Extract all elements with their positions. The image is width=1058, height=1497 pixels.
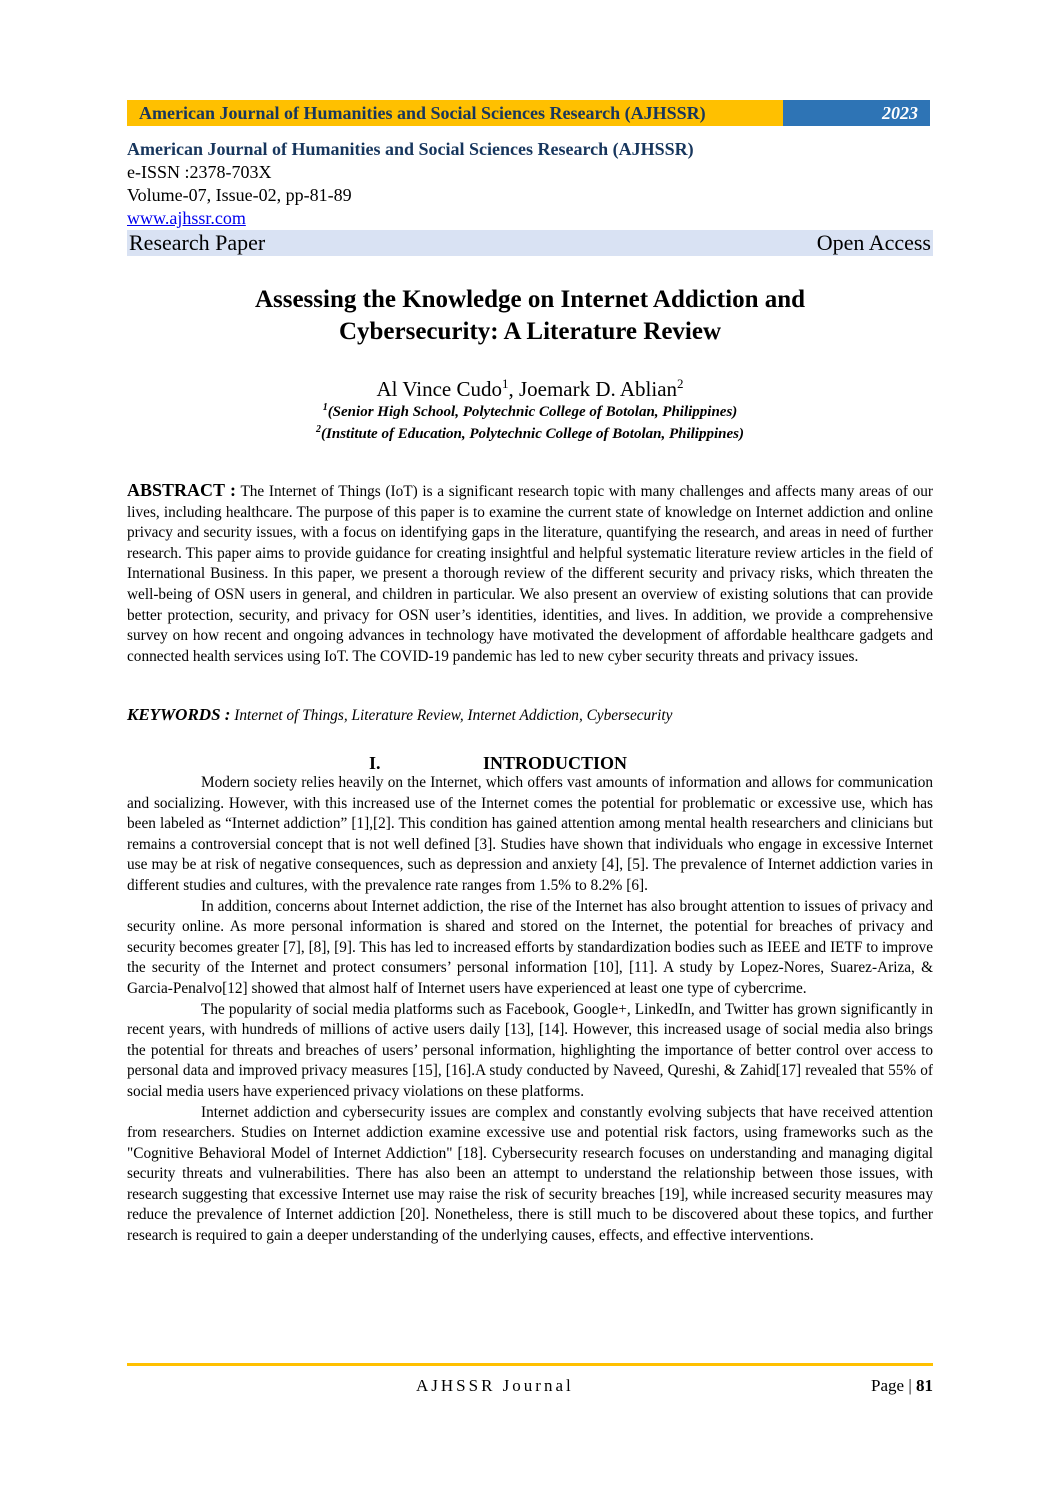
keywords-text: Internet of Things, Literature Review, Internet Addiction, Cybersecurity (230, 707, 673, 724)
keywords-label: KEYWORDS : (127, 705, 231, 724)
page-label: Page | (871, 1376, 912, 1395)
journal-issn: e-ISSN :2378-703X (127, 162, 272, 182)
section-title: INTRODUCTION (483, 753, 628, 773)
journal-info (127, 137, 933, 256)
keywords (127, 705, 933, 726)
title-line-2: Cybersecurity: A Literature Review (338, 318, 722, 345)
affiliation-marker: 2 (316, 424, 322, 435)
footer-divider (127, 1363, 933, 1366)
page-number: 81 (916, 1376, 933, 1395)
abstract-label: ABSTRACT : (127, 480, 237, 500)
affiliation (127, 420, 933, 444)
access-type: Open Access (816, 230, 931, 255)
paper-title (127, 284, 933, 348)
paragraph: Internet addiction and cybersecurity issues are complex and constantly evolving subjects that have received attention from researchers. Studies on Internet addiction examine excessive use and potential risk factors, using frameworks such as the "Cognitive Behavioral Model of Internet Addiction" [18]. Cybersecurity research focuses on understanding and managing digital security threats and vulnerabilities. There has also been an attempt to understand the relationship between those issues, with research suggesting that excessive Internet use may raise the risk of security breaches [19], while increased security measures may reduce the prevalence of Internet addiction [20]. Nonetheless, there is still much to be discovered about these topics, and further research is required to gain a deeper understanding of the underlying causes, effects, and effective interventions. (127, 1103, 933, 1245)
introduction-body (127, 773, 933, 1247)
author-name: Joemark D. Ablian (518, 377, 678, 401)
abstract (127, 480, 933, 667)
author-separator: , (508, 377, 519, 401)
journal-website-link[interactable]: www.ajhssr.com (127, 208, 246, 228)
paragraph: In addition, concerns about Internet addiction, the rise of the Internet has also brought attention to issues of privacy and security online. As more personal information is shared and stored on the Internet, the potential for breaches of privacy and security becomes greater [7], [8], [9]. This has led to increased efforts by standardization bodies such as IEEE and IETF to improve the security of the Internet and protect consumers’ personal information [10], [11]. A study by Lopez-Nores, Suarez-Ariza, & Garcia-Penalvo[12] showed that almost half of Internet users have experienced at least one type of cybercrime. (127, 897, 933, 997)
paper-type: Research Paper (129, 230, 266, 255)
header-year: 2023 (783, 100, 930, 126)
author-name: Al Vince Cudo (376, 377, 502, 401)
paragraph: The popularity of social media platforms such as Facebook, Google+, LinkedIn, and Twitter has grown significantly in recent years, with hundreds of millions of active users daily [13], [14]. However, this increased usage of social media also brings the potential for threats and breaches of users’ personal information, highlighting the importance of better control over access to personal data and improved privacy measures [15], [16].A study conducted by Naveed, Qureshi, & Zahid[17] revealed that 55% of social media users have experienced privacy violations on these platforms. (127, 1000, 933, 1100)
affiliation-text: (Senior High School, Polytechnic College of Botolan, Philippines) (327, 404, 738, 420)
paper-type-bar (127, 230, 933, 256)
affiliation-text: (Institute of Education, Polytechnic College of Botolan, Philippines) (321, 426, 744, 442)
section-number: I. (369, 753, 381, 773)
author-affil-marker: 1 (501, 376, 509, 391)
footer-page (871, 1376, 933, 1396)
header-journal-name: American Journal of Humanities and Social Sciences Research (AJHSSR) (127, 100, 783, 126)
journal-header-band (127, 100, 930, 126)
affiliation (127, 398, 933, 422)
affiliation-marker: 1 (322, 402, 328, 413)
journal-name: American Journal of Humanities and Social Sciences Research (AJHSSR) (127, 139, 694, 159)
title-line-1: Assessing the Knowledge on Internet Addiction and (254, 286, 806, 313)
journal-volume: Volume-07, Issue-02, pp-81-89 (127, 185, 352, 205)
author-affil-marker: 2 (677, 376, 684, 391)
paragraph: Modern society relies heavily on the Internet, which offers vast amounts of information and allows for communication and socializing. However, with this increased use of the Internet comes the potential for problematic or excessive use, which has been labeled as “Internet addiction” [1],[2]. This condition has gained attention among mental health researchers and clinicians but remains a controversial concept that is not well defined [3]. Studies have shown that individuals who engage in excessive Internet use may be at risk of negative consequences, such as depression and anxiety [4], [5]. The prevalence of Internet addiction varies in different studies and cultures, with the prevalence rate ranges from 1.5% to 8.2% [6]. (127, 774, 933, 894)
page-footer (127, 1376, 933, 1398)
footer-journal: AJHSSR Journal (416, 1376, 574, 1395)
abstract-text: The Internet of Things (IoT) is a significant research topic with many challenges and affects many areas of our lives, including healthcare. The purpose of this paper is to examine the current state of knowledge on Internet addiction and online privacy and security issues, with a focus on identifying gaps in the literature, quantifying the research, and areas in need of further research. This paper aims to provide guidance for creating insightful and helpful systematic literature review articles in the field of International Business. In this paper, we present a thorough review of the different security and privacy risks, which threaten the well-being of OSN users in general, and children in particular. We also present an overview of existing solutions that can provide better protection, security, and privacy for OSN user’s identities, identities, and lives. In addition, we provide a comprehensive survey on how recent and ongoing advances in technology have motivated the development of affordable healthcare gadgets and connected health services using IoT. The COVID-19 pandemic has led to new cyber security threats and privacy issues. (127, 483, 933, 665)
